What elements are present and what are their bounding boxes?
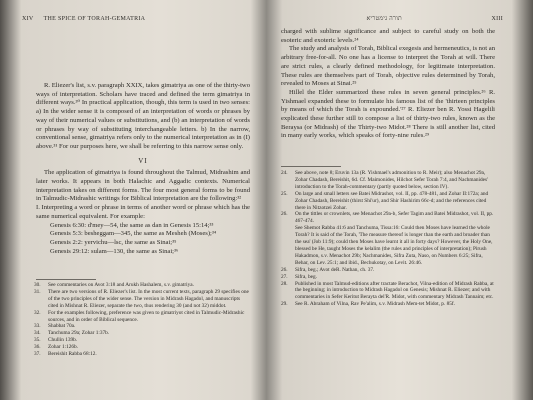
- example-list: [50, 222, 250, 257]
- footnote: [281, 170, 495, 191]
- left-body-text: [36, 82, 250, 256]
- footnote-number: 36.: [34, 344, 41, 351]
- footnote: [281, 225, 495, 266]
- footnote-text: See Shemot Rabba 41:6 and Tanchuma, Tissa:16: Could then Moses have learned the whole Torah? It is said of the Torah, 'The measure thereof is longer than the earth and broader than the sea' (Job 11:9); could then Moses have learnt it all in forty days? However, the Holy One, blessed be He, taught Moses the kelalim (the rules and principles of interpretation); Pirush Hakadmon, s.v. Menachot 29b; Nachmanides, Sifra Zuta, Naso, on Numbers 6:25; Sifra, Behar, on Lev. 25:1; and ibid., Bechukotay, on Levit. 26:46.: [295, 225, 493, 266]
- example-item: Genesis 29:12: sulam—130, the same as Sinai;³⁶: [50, 247, 179, 255]
- example-item: Genesis 2:2: yervichu—lsc, the same as Sinai;³⁵: [50, 238, 177, 246]
- footnote: [34, 289, 250, 310]
- footnote-number: 26.: [281, 266, 288, 273]
- footnote-text: Chullin 139b.: [48, 337, 78, 344]
- footnote-number: 25.: [281, 190, 288, 197]
- footnote-number: 31.: [34, 288, 41, 295]
- section-heading: VI: [138, 156, 148, 165]
- left-paragraph: R. Eliezer's list, s.v. paragraph XXIX, takes gimatriya as one of the thirty-two ways of interpretation. Scholars have traced and defined the term gimatriya in different ways.³⁰ In practical application, though, this term is used in two senses: a) In the wider sense it is composed of an interpretation of words or phrases by way of their numerical values or substitutions, and (b) an interpretation of words or phrases by way of substituting interchangeable letters. b) In the narrow, conventional sense, gimatriya refers only to the numerical interpretation as in (I) above.³¹ For our purposes here, we shall be referring to this narrow sense only.: [36, 82, 250, 150]
- footnote-text: See R. Abraham of Vilna, Rav Pe'alim, s.v. Midrash Mem-tet Midot, p. 85f.: [295, 301, 455, 308]
- footnote-text: See commentaries on Avot 3:18 and Arukh Hashalem, s.v. gimatriya.: [48, 282, 194, 288]
- footnote-text: There are two versions of R. Eliezer's list. In the most current texts, paragraph 29 specifies one of the two principles of the wider sense. The version in Midrash Hagadol, and manuscripts cited in Mishnat R. Eliezer, separate the two, thus rendering 30 (and not 32) middot.: [48, 288, 249, 309]
- footnote: [34, 330, 250, 337]
- footnote: [281, 211, 495, 225]
- footnote-text: See above, note 8; Eruvin 13a (R. Yishmael's admonition to R. Meir); also Menachot 29a, Zohar Chadash, Bereishit, 6d. Cf. Maimonides, Hilchot Sefer Torah 7:4, and Nachmanides' introduction to the Torah-commentary (partly quoted below, section IV).: [295, 170, 489, 190]
- footnote: [34, 323, 250, 330]
- right-paragraph: Hillel the Elder summarized these rules in seven general principles.²⁶ R. Yishmael expanded these to formulate his famous list of the 'thirteen principles by means of which the Torah is expounded.'²⁷ R. Eliezer ben R. Yossi Hagelili explicated these further still to compose a list of thirty-two rules, known as the Beraysa (or Midrash) of the Thirty-two Midot.²⁸ There is still another list, cited in many early works, which speaks of forty-nine rules.²⁹: [281, 88, 495, 140]
- left-running-head: [22, 16, 256, 22]
- example-item: Genesis 6:30: d'mey—54, the same as dan in Genesis 15:14;³³: [50, 221, 214, 229]
- footnote: [281, 274, 495, 281]
- footnote-text: On the tittles or crownlets, see Menachot 29a-b, Sefer Tagim and Batei Midrashot, vol. II, pp. 467-474.: [295, 211, 494, 225]
- footnote-text: Sifra, beg.: [295, 273, 317, 280]
- footnote: [34, 310, 250, 324]
- footnote-text: Tanchuma 29a; Zohar 1:37b.: [48, 330, 110, 337]
- footnote: [34, 351, 250, 358]
- footnote-text: On large and small letters see Batei Midrashot, vol. II, pp. 478-481, and Zohar II:172a; and Zohar Chadash, Bereishit (thirst Shi'ur), and Shir Hashirim 66c-d; and the references cited there in Nitzotzei Zohar.: [295, 190, 489, 211]
- footnote-number: 26.: [281, 211, 288, 218]
- right-running-head: [277, 16, 503, 22]
- footnote-number: [281, 225, 295, 266]
- footnote: [281, 301, 495, 308]
- footnote-rule: [281, 166, 341, 167]
- footnote: [281, 281, 495, 302]
- footnote-number: 32.: [34, 309, 41, 316]
- footnote-number: 27.: [281, 273, 288, 280]
- right-page: [273, 0, 521, 400]
- right-paragraph: charged with sublime significance and subject to careful study on both the esoteric and exoteric levels.²⁴: [281, 28, 495, 44]
- footnote: [34, 344, 250, 351]
- left-paragraph: The application of gimatriya is found throughout the Talmud, Midrashim and later works. It appears in both Halachic and Aggadic contexts. Numerical interpretation takes on different forms. The four most general forms to be found in Talmudic-Midrashic writings for Biblical interpretation are the following:³²: [36, 169, 250, 203]
- footnote-text: Sifra, beg.; Avot deR. Nathan, ch. 37.: [295, 266, 375, 273]
- footnote-number: 29.: [281, 301, 288, 308]
- footnote-number: 28.: [281, 280, 288, 287]
- footnote-number: 35.: [34, 337, 41, 344]
- right-footnotes: [281, 170, 495, 308]
- footnote-text: Shabbat 70a.: [48, 323, 76, 330]
- footnote-number: 33.: [34, 323, 41, 330]
- left-running-title: THE SPICE OF TORAH-GEMATRIA: [43, 16, 146, 22]
- footnote-text: For the examples following, preference was given to gimatriyot cited in Talmudic-Midrashic sources, and in order of Biblical sequence.: [48, 309, 245, 323]
- footnote-number: 37.: [34, 351, 41, 358]
- left-paragraph: I. Interpreting a word or phrase in terms of another word or phrase which has the same numerical equivalent. For example:: [36, 204, 250, 220]
- footnote-number: 34.: [34, 330, 41, 337]
- footnote-text: Bereishit Rabba 68:12.: [48, 351, 97, 358]
- footnote-number: 30.: [34, 282, 41, 288]
- footnote-text: Published in most Talmud-editions after tractate Berachot, Vilna-edition of Midrash Rabba, at the beginning; in introduction to Midrash Hagadol on Genesis; Mishnat R. Eliezer; and with commentaries in Sefer Keritut Berayta del'R. Midot, with commentary Midrash Tannaim; etc.: [295, 280, 494, 301]
- footnote: [34, 282, 250, 289]
- right-paragraph: The study and analysis of Torah, Biblical exegesis and hermeneutics, is not an arbitrary free-for-all. No one has a license to interpret the Torah at will. There are strict rules, a clearly defined methodology, for legitimate interpretation. These rules are themselves part of Torah, objective rules determined by Torah, revealed to Moses at Sinai.²⁵: [281, 45, 495, 88]
- footnote-number: 24.: [281, 170, 288, 176]
- right-page-number: XIII: [491, 16, 503, 22]
- right-running-title: תורה גימטריא: [366, 16, 403, 22]
- left-footnotes: [34, 282, 250, 358]
- footnote: [34, 337, 250, 344]
- footnote-text: Zohar 1:126b.: [48, 344, 79, 351]
- footnote-rule: [36, 279, 96, 280]
- left-page: [12, 0, 262, 400]
- footnote: [281, 267, 495, 274]
- left-page-number: XIV: [22, 16, 34, 22]
- footnote: [281, 191, 495, 212]
- right-body-text: [281, 28, 495, 141]
- example-item: Genesis 5:3: besheggam—345, the same as Mesheh (Moses);³⁴: [50, 230, 217, 238]
